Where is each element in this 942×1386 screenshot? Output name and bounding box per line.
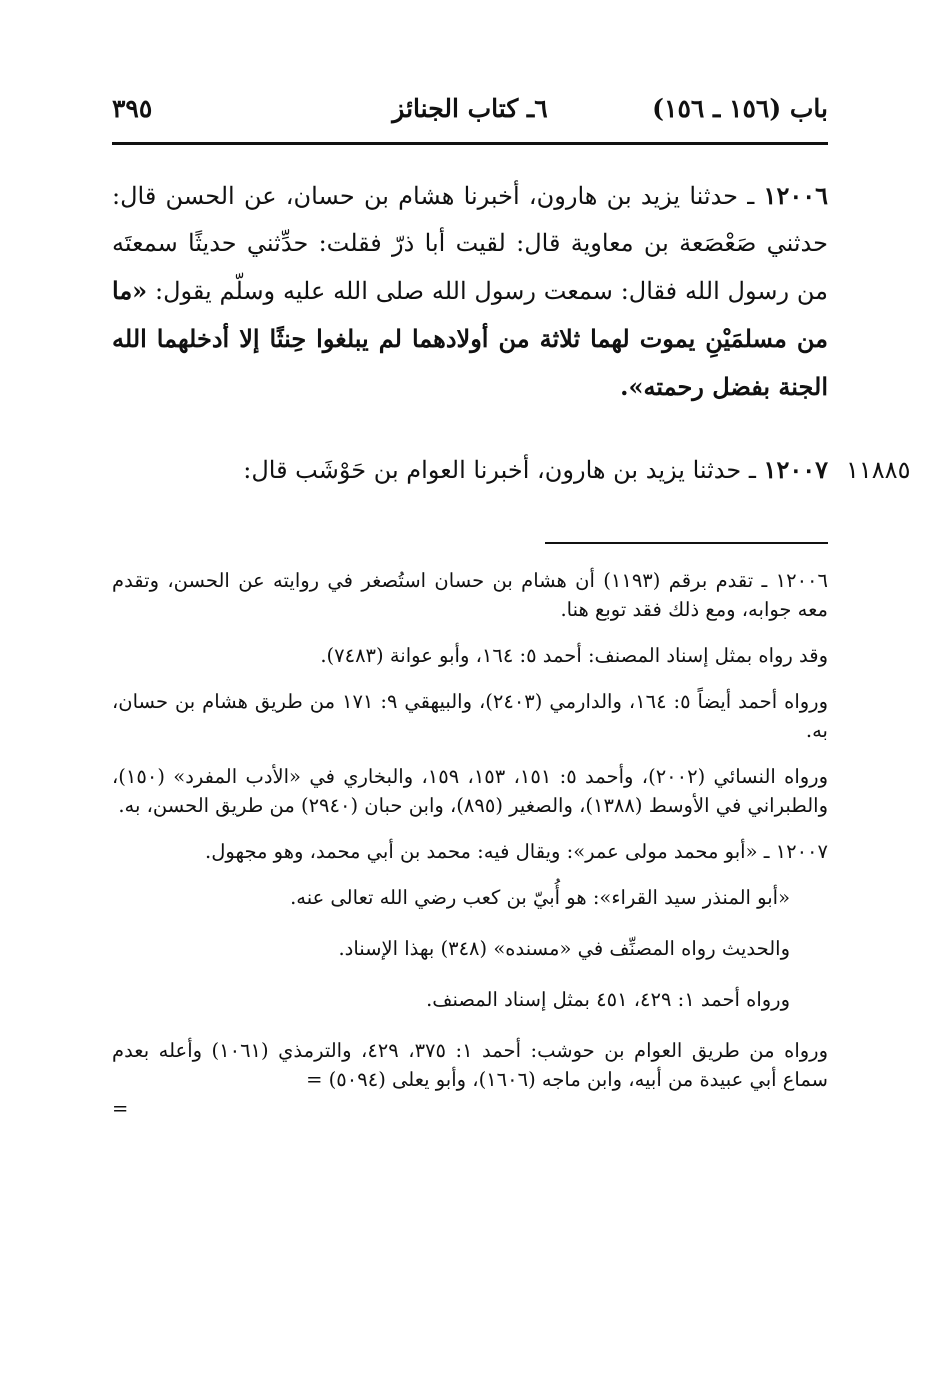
footnote: ورواه أحمد ١: ٤٢٩، ٤٥١ بمثل إسناد المصنف. [426,988,790,1011]
hadith-matn: «ما من مسلمَيْنِ يموت لهما ثلاثة من أولادهما لم يبلغوا حِنثًا إلا أدخلهما الله الجنة بفضل رحمته». [112,276,828,401]
margin-reference: ١١٨٨٥ [846,456,911,484]
footnote: ورواه من طريق العوام بن حوشب: أحمد ١: ٣٧٥، ٤٢٩، والترمذي (١٠٦١) وأعله بعدم سماع أبي عبيدة من أبيه، وابن ماجه (١٦٠٦)، وأبو يعلى (٥٠٩٤) = [112,1039,828,1091]
hadith-12007 [112,450,828,490]
book-title: ٦ـ كتاب الجنائز [392,94,548,123]
main-text [112,172,828,411]
footnotes [112,566,828,1123]
footnote: والحديث رواه المصنِّف في «مسنده» (٣٤٨) بهذا الإسناد. [338,937,790,960]
footnote: ورواه أحمد أيضاً ٥: ١٦٤، والدارمي (٢٤٠٣)، والبيهقي ٩: ١٧١ من طريق هشام بن حسان، به. [112,690,828,742]
continuation-mark: = [112,1097,129,1120]
chapter-title: باب (١٥٦ ـ ١٥٦) [652,94,828,123]
footnote: «أبو المنذر سيد القراء»: هو أُبيّ بن كعب رضي الله تعالى عنه. [290,886,790,909]
footnote: وقد رواه بمثل إسناد المصنف: أحمد ٥: ١٦٤، وأبو عوانة (٧٤٨٣). [320,644,828,667]
footnote: ١٢٠٠٧ ـ «أبو محمد مولى عمر»: ويقال فيه: محمد بن أبي محمد، وهو مجهول. [205,840,828,863]
hadith-12006 [112,172,828,411]
page-number: ٣٩٥ [112,94,153,123]
footnote-separator [545,542,828,544]
hadith-number: ١٢٠٠٧ [763,455,828,484]
footnote: ورواه النسائي (٢٠٠٢)، وأحمد ٥: ١٥١، ١٥٣، ١٥٩، والبخاري في «الأدب المفرد» (١٥٠)، والطبراني في الأوسط (١٣٨٨)، والصغير (٨٩٥)، وابن حبان (٢٩٤٠) من طريق الحسن، به. [112,765,829,817]
header-rule [112,142,828,145]
hadith-isnad: ـ حدثنا يزيد بن هارون، أخبرنا العوام بن حَوْشَب قال: [243,456,756,484]
hadith-isnad: ـ حدثنا يزيد بن هارون، أخبرنا هشام بن حسان، عن الحسن قال: حدثني صَعْصَعة بن معاوية قال: لقيت أبا ذرّ فقلت: حدِّثني حديثًا سمعتَه من رسول الله فقال: سمعت رسول الله صلى الله عليه وسلّم يقول: [112,182,828,305]
page-header [112,94,828,128]
footnote: ١٢٠٠٦ ـ تقدم برقم (١١٩٣) أن هشام بن حسان استُصغر في روايته عن الحسن، وتقدم معه جوابه، ومع ذلك فقد توبع هنا. [112,569,829,621]
hadith-number: ١٢٠٠٦ [763,181,828,210]
